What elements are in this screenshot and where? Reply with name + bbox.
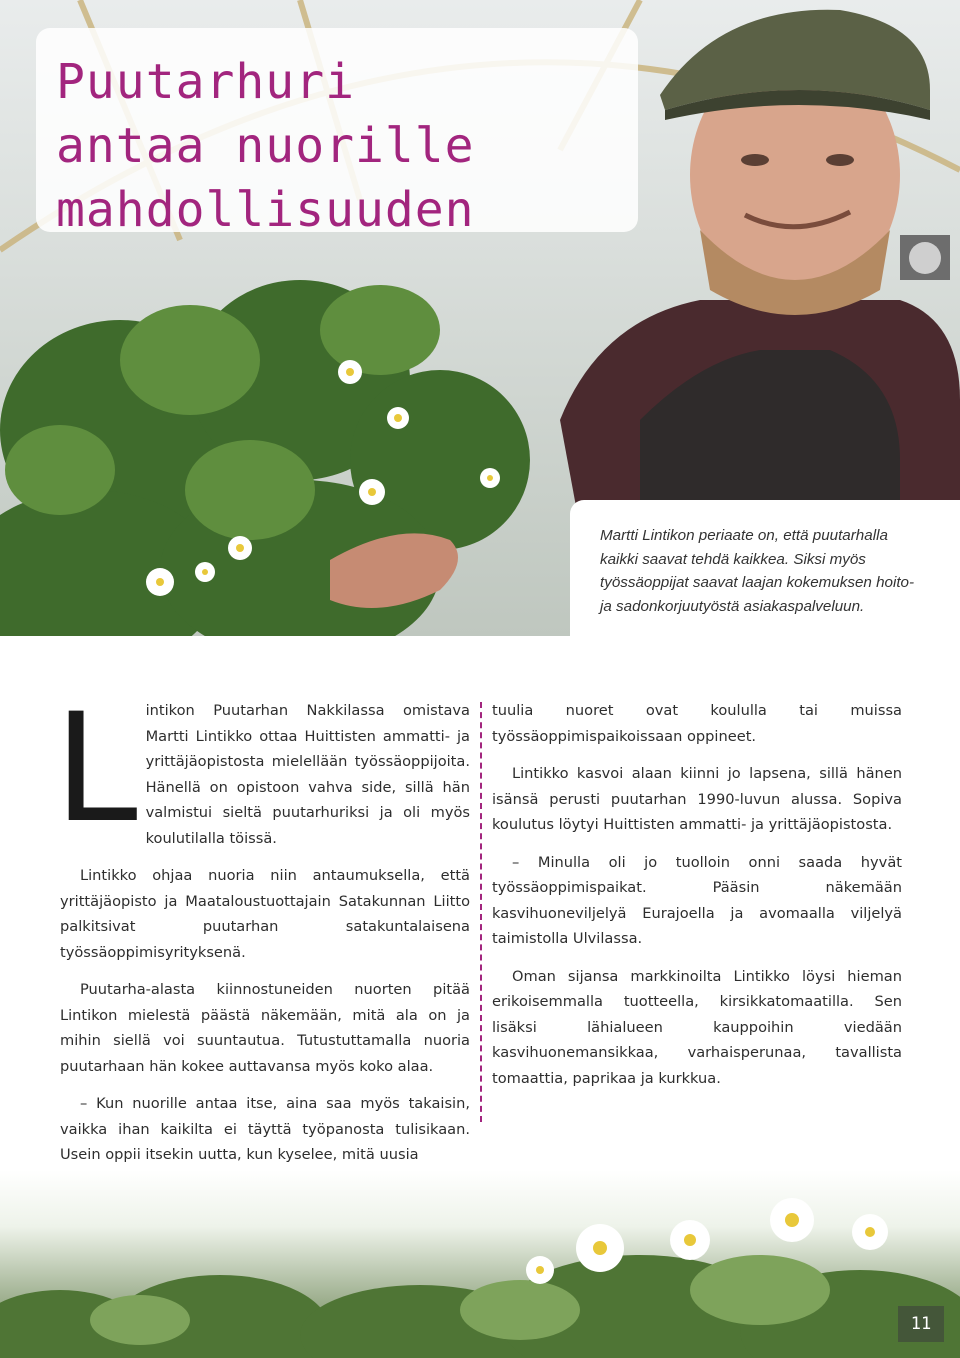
strawberry-plants-illustration <box>0 1170 960 1358</box>
paragraph: Oman sijansa markkinoilta Lintikko löysi hieman erikoisemmalla tuotteella, kirsikkatomaatilla. Sen lisäksi lähialueen kauppoihin viedään kasvihuonemansikkaa, varhaisperunaa, tavallista tomaattia, paprikaa ja kurkkua. <box>492 967 902 1087</box>
lead-text: intikon Puutarhan Nakkilassa omistava Martti Lintikko ottaa Huittisten ammatti- ja yrittäjäopistosta mielellään työssäoppijoita. Hänellä on opistoon vahva side, sillä hän valmistui sieltä puutarhuriksi ja oli myös koulutilalla töissä. <box>145 702 470 847</box>
page-number: 11 <box>898 1306 944 1342</box>
title-line: antaa nuorille <box>56 118 475 174</box>
paragraph: – Kun nuorille antaa itse, aina saa myös takaisin, vaikka ihan kaikilta ei täyttä työpanosta tulisikaan. Usein oppii itsekin uutta, kun kyselee, mitä uusia <box>60 1095 470 1163</box>
paragraph: Lintikko ohjaa nuoria niin antaumuksella, että yrittäjäopisto ja Maataloustuottajain Satakunnan Liitto palkitsivat puutarhan satakuntalaisena työssäoppimisyrityksenä. <box>60 867 470 961</box>
hero-photo <box>0 0 960 636</box>
column-divider <box>480 702 482 1122</box>
title-line: mahdollisuuden <box>56 182 475 238</box>
paragraph: Puutarha-alasta kiinnostuneiden nuorten pitää Lintikon mielestä päästä näkemään, mitä ala on ja mihin siellä voi suuntautua. Tutustuttamalla nuoria puutarhaan hän kokee auttavansa myös koko alaa. <box>60 981 470 1075</box>
article-title <box>56 50 636 242</box>
paragraph: tuulia nuoret ovat koululla tai muissa työssäoppimispaikoissaan oppineet. <box>492 702 902 745</box>
photo-caption: Martti Lintikon periaate on, että puutarhalla kaikki saavat tehdä kaikkea. Siksi myös työssäoppijat saavat laajan kokemuksen hoito- ja sadonkorjuutyöstä asiakaspalveluun. <box>600 527 915 615</box>
right-column <box>492 698 902 1103</box>
footer-photo <box>0 1170 960 1358</box>
paragraph: – Minulla oli jo tuolloin onni saada hyvät työssäoppimispaikat. Pääsin näkemään kasvihuoneviljelyä Eurajoella ja avomaalla viljelyä taimistolla Ulvilassa. <box>492 853 902 947</box>
title-line: Puutarhuri <box>56 54 355 110</box>
paragraph: Lintikko kasvoi alaan kiinni jo lapsena, sillä hänen isänsä perusti puutarhan 1990-luvun alussa. Sopiva koulutus löytyi Huittisten ammatti- ja yrittäjäopistosta. <box>492 765 902 833</box>
left-column <box>54 682 470 1180</box>
drop-cap: L <box>54 682 138 856</box>
lead-paragraph <box>54 682 470 856</box>
